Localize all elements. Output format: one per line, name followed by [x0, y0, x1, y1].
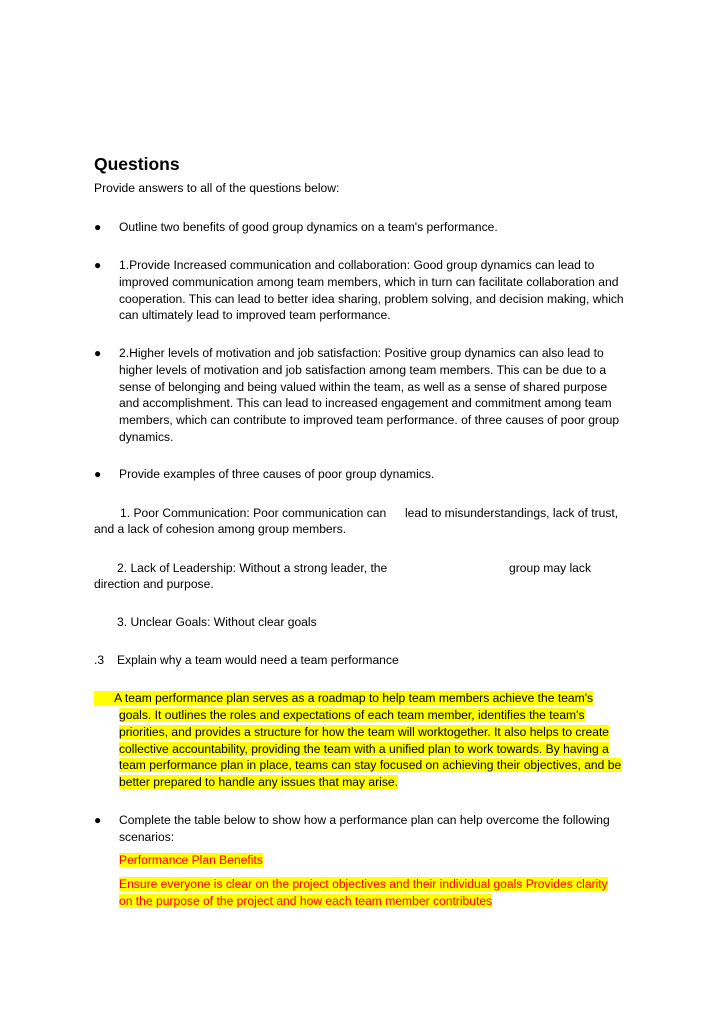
- plan-answer-line-1-text: A team performance plan serves as a roadmap to help team members achieve the team's: [114, 691, 594, 705]
- cause-2-part-b: group may lack: [509, 561, 592, 575]
- question-1: Outline two benefits of good group dynamics on a team's performance.: [119, 220, 498, 234]
- table-row: [119, 876, 619, 910]
- answer-1-benefit-2: 2.Higher levels of motivation and job satisfaction: Positive group dynamics can also lead to higher levels of motivation and job satisfaction among team members. This can be due to a sense of belonging and being valued within the team, as well as a sense of shared purpose and accomplishment. This can lead to increased engagement and commitment among team members, which can contribute to improved team performance. of three causes of poor group dynamics.: [119, 346, 620, 444]
- cause-3: 3. Unclear Goals: Without clear goals: [117, 615, 317, 629]
- table-header: [119, 852, 263, 869]
- cause-1-part-a: 1. Poor Communication: Poor communication can: [120, 506, 387, 520]
- cause-1-part-c: and a lack of cohesion among group members.: [94, 522, 347, 536]
- question-4: Complete the table below to show how a performance plan can help overcome the following scenarios:: [119, 813, 610, 844]
- plan-answer-body: [119, 707, 623, 791]
- intro-text: Provide answers to all of the questions below:: [94, 181, 340, 195]
- bullet-icon: ●: [94, 346, 102, 360]
- question-3: Explain why a team would need a team performance: [117, 653, 399, 667]
- question-2: Provide examples of three causes of poor group dynamics.: [119, 467, 435, 481]
- table-row-1-text: Ensure everyone is clear on the project objectives and their individual goals Provides clarity on the purpose of the project and how each team member contributes: [119, 877, 608, 908]
- bullet-icon: ●: [94, 220, 102, 234]
- bullet-icon: ●: [94, 258, 102, 272]
- answer-1-benefit-1: 1.Provide Increased communication and collaboration: Good group dynamics can lead to improved communication among team members, which in turn can facilitate collaboration and cooperation. This can lead to better idea sharing, problem solving, and decision making, which can ultimately lead to improved team performance.: [119, 258, 624, 323]
- table-header-text: Performance Plan Benefits: [119, 853, 263, 867]
- cause-2-part-c: direction and purpose.: [94, 577, 214, 591]
- bullet-icon: ●: [94, 467, 102, 481]
- plan-answer-first-line: [94, 690, 593, 707]
- cause-1-part-b: lead to misunderstandings, lack of trust,: [405, 506, 619, 520]
- page-title: Questions: [94, 154, 180, 174]
- cause-2-part-a: 2. Lack of Leadership: Without a strong leader, the: [117, 561, 388, 575]
- question-3-number: .3: [94, 653, 105, 667]
- bullet-icon: ●: [94, 813, 102, 827]
- plan-answer-rest: goals. It outlines the roles and expectations of each team member, identifies the team's priorities, and provides a structure for how the team will worktogether. It also helps to create collective accountability, providing the team with a unified plan to work towards. By having a team performance plan in place, teams can stay focused on achieving their objectives, and be better prepared to handle any issues that may arise.: [119, 708, 622, 790]
